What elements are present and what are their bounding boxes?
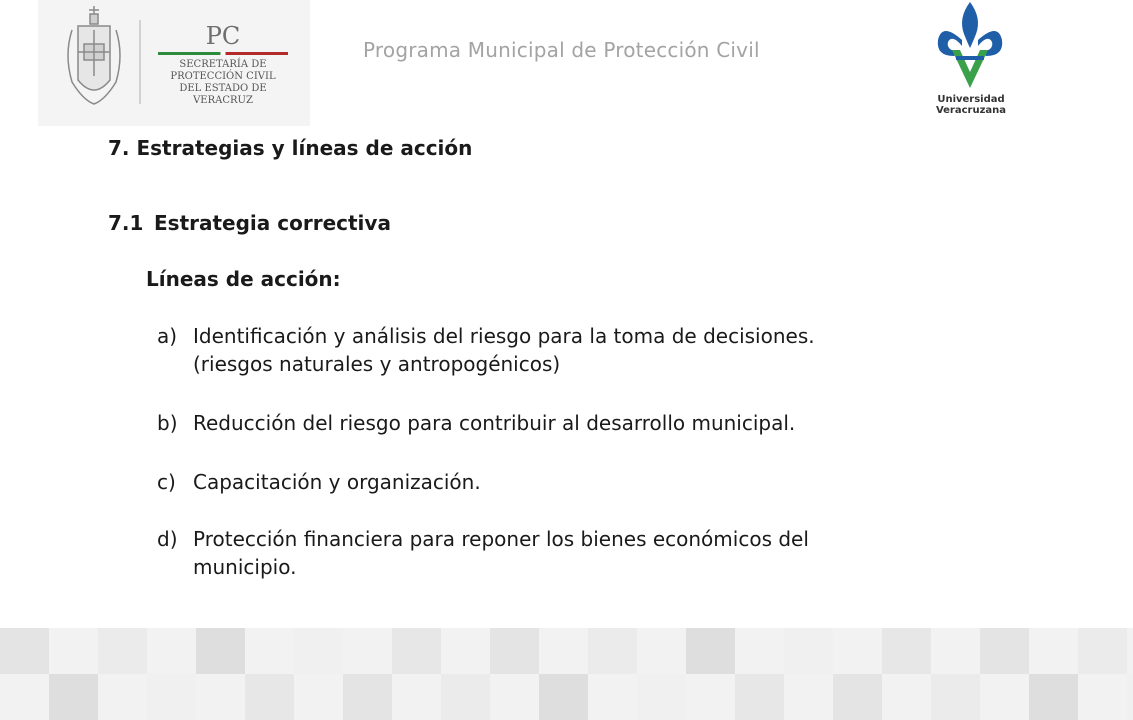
subsection-number: 7.1 [108,211,144,235]
band-cell [833,674,882,720]
band-cell [735,674,784,720]
band-cell [882,628,931,674]
list-item-text: Identificación y análisis del riesgo para la toma de decisiones. [193,324,815,348]
band-cell [588,628,637,674]
list-item-letter: d) [157,527,178,551]
band-cell [441,674,490,720]
decorative-band [0,628,1133,720]
pc-color-bar [158,52,288,55]
band-cell [980,628,1029,674]
program-title: Programa Municipal de Protección Civil [363,38,760,62]
list-item [157,322,957,378]
list-item-letter: a) [157,324,178,348]
list-item-text: municipio. [193,555,297,579]
proteccion-civil-logo [38,0,310,126]
band-cell [490,628,539,674]
subsection-title: Estrategia correctiva [154,211,391,235]
list-item-text: (riesgos naturales y antropogénicos) [193,352,561,376]
band-cell [686,628,735,674]
band-cell [392,628,441,674]
list-item-text: Capacitación y organización. [193,470,481,494]
lines-heading: Líneas de acción: [146,267,341,291]
band-cell [784,628,833,674]
band-cell [294,628,343,674]
band-cell [637,674,686,720]
list-item-text: Protección financiera para reponer los bienes económicos del [193,527,809,551]
band-cell [1078,628,1127,674]
band-cell [245,674,294,720]
section-heading: 7. Estrategias y líneas de acción [108,136,473,160]
list-item-letter: c) [157,470,176,494]
list-item-letter: b) [157,411,178,435]
band-cell [98,628,147,674]
pc-abbreviation: PC [205,22,241,50]
band-cell [1127,674,1133,720]
fleur-de-lis-icon [906,0,1036,92]
band-cell [0,628,49,674]
list-item [157,525,957,581]
band-cell [196,628,245,674]
band-cell [931,674,980,720]
subsection-heading [108,211,391,235]
pc-line-2: PROTECCIÓN CIVIL [170,71,276,82]
universidad-veracruzana-logo [906,0,1036,116]
list-item [157,468,957,496]
list-item [157,409,957,437]
band-cell [343,674,392,720]
band-cell [539,674,588,720]
band-cell [49,674,98,720]
list-item-text: Reducción del riesgo para contribuir al desarrollo municipal. [193,411,796,435]
uv-caption: Universidad Veracruzana [935,94,1007,116]
band-cell [147,674,196,720]
band-cell [1029,674,1078,720]
pc-line-1: SECRETARÍA DE [179,59,267,70]
pc-line-3: DEL ESTADO DE VERACRUZ [179,83,267,106]
